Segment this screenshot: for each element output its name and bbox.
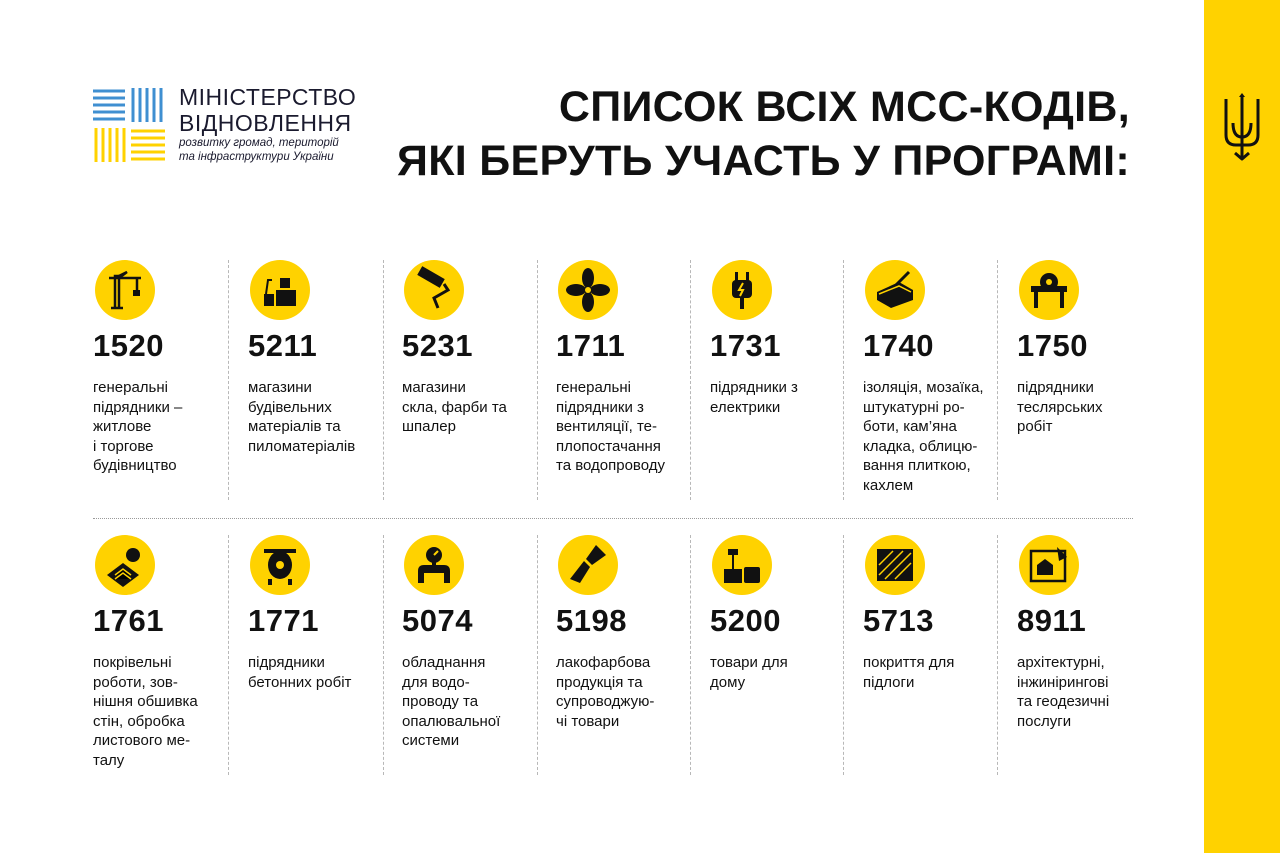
mcc-item bbox=[1017, 258, 1171, 498]
row-divider bbox=[93, 518, 1133, 519]
mcc-description: генеральні підрядники з вентиляції, те- плопостачання та водопроводу bbox=[556, 379, 665, 474]
mcc-item bbox=[402, 533, 556, 773]
divider bbox=[843, 260, 844, 500]
building-materials-icon bbox=[250, 260, 310, 320]
mcc-description: обладнання для водо- проводу та опалювальної системи bbox=[402, 654, 501, 749]
org-name-line1: МІНІСТЕРСТВО bbox=[179, 84, 357, 110]
mcc-item bbox=[1017, 533, 1171, 773]
mcc-description: лакофарбова продукція та супроводжую- чі товари bbox=[556, 654, 655, 730]
mcc-description: підрядники з електрики bbox=[710, 379, 798, 416]
mcc-code: 1750 bbox=[1017, 328, 1088, 363]
concrete-mixer-icon bbox=[250, 535, 310, 595]
mcc-description: покрівельні роботи, зов- нішня обшивка стін, обробка листового ме- талу bbox=[93, 654, 198, 769]
mcc-code: 1740 bbox=[863, 328, 934, 363]
mcc-code: 5198 bbox=[556, 603, 627, 638]
divider bbox=[228, 260, 229, 500]
mcc-description: підрядники бетонних робіт bbox=[248, 654, 352, 691]
org-sub-line1: розвитку громад, територій bbox=[179, 137, 339, 149]
trowel-brick-icon bbox=[865, 260, 925, 320]
mcc-item bbox=[402, 258, 556, 498]
mcc-code: 5074 bbox=[402, 603, 473, 638]
plug-icon bbox=[712, 260, 772, 320]
divider bbox=[537, 260, 538, 500]
mcc-row-1 bbox=[93, 258, 1133, 498]
mcc-item bbox=[863, 533, 1017, 773]
divider bbox=[997, 535, 998, 775]
mcc-description: магазини будівельних матеріалів та пиломатеріалів bbox=[248, 379, 356, 455]
mcc-description: магазини скла, фарби та шпалер bbox=[402, 379, 507, 435]
mcc-item bbox=[710, 533, 864, 773]
mcc-code: 5231 bbox=[402, 328, 473, 363]
floor-covering-icon bbox=[865, 535, 925, 595]
mcc-description: підрядники теслярських робіт bbox=[1017, 379, 1103, 435]
crane-icon bbox=[95, 260, 155, 320]
mcc-row-2 bbox=[93, 533, 1133, 773]
fan-icon bbox=[558, 260, 618, 320]
furniture-icon bbox=[712, 535, 772, 595]
mcc-code: 1761 bbox=[93, 603, 164, 638]
mcc-item bbox=[248, 533, 402, 773]
divider bbox=[537, 535, 538, 775]
pipe-gauge-icon bbox=[404, 535, 464, 595]
paint-brush-icon bbox=[558, 535, 618, 595]
trident-icon bbox=[1220, 93, 1264, 163]
divider bbox=[383, 260, 384, 500]
org-sub-line2: та інфраструктури України bbox=[179, 151, 334, 163]
org-name-line2: ВІДНОВЛЕННЯ bbox=[179, 110, 352, 136]
mcc-item bbox=[93, 258, 247, 498]
mcc-code: 1520 bbox=[93, 328, 164, 363]
mcc-item bbox=[556, 533, 710, 773]
ministry-logo-icon bbox=[93, 88, 165, 162]
mcc-code: 8911 bbox=[1017, 603, 1087, 638]
mcc-description: генеральні підрядники – житлове і торгове будівництво bbox=[93, 379, 183, 474]
mcc-code: 5713 bbox=[863, 603, 934, 638]
mcc-item bbox=[248, 258, 402, 498]
divider bbox=[383, 535, 384, 775]
mcc-code: 1771 bbox=[248, 603, 319, 638]
paint-roller-icon bbox=[404, 260, 464, 320]
page-title bbox=[370, 80, 1130, 188]
roof-tiles-icon bbox=[95, 535, 155, 595]
mcc-description: ізоляція, мозаїка, штукатурні ро- боти, кам’яна кладка, облицю- вання плиткою, кахлем bbox=[863, 379, 984, 494]
mcc-description: покриття для підлоги bbox=[863, 654, 955, 691]
mcc-code: 1711 bbox=[556, 328, 626, 363]
divider bbox=[690, 535, 691, 775]
mcc-item bbox=[863, 258, 1017, 498]
divider bbox=[690, 260, 691, 500]
mcc-description: архітектурні, інжинірингові та геодезичні послуги bbox=[1017, 654, 1110, 730]
ministry-name bbox=[179, 84, 356, 164]
divider bbox=[228, 535, 229, 775]
title-line2: ЯКІ БЕРУТЬ УЧАСТЬ У ПРОГРАМІ: bbox=[397, 137, 1130, 185]
mcc-item bbox=[93, 533, 247, 773]
mcc-code: 5211 bbox=[248, 328, 318, 363]
mcc-description: товари для дому bbox=[710, 654, 788, 691]
mcc-code: 5200 bbox=[710, 603, 781, 638]
divider bbox=[843, 535, 844, 775]
architecture-plan-icon bbox=[1019, 535, 1079, 595]
circular-saw-icon bbox=[1019, 260, 1079, 320]
divider bbox=[997, 260, 998, 500]
title-line1: СПИСОК ВСІХ МСС-КОДІВ, bbox=[558, 83, 1130, 131]
mcc-item bbox=[556, 258, 710, 498]
mcc-code: 1731 bbox=[710, 328, 781, 363]
mcc-item bbox=[710, 258, 864, 498]
